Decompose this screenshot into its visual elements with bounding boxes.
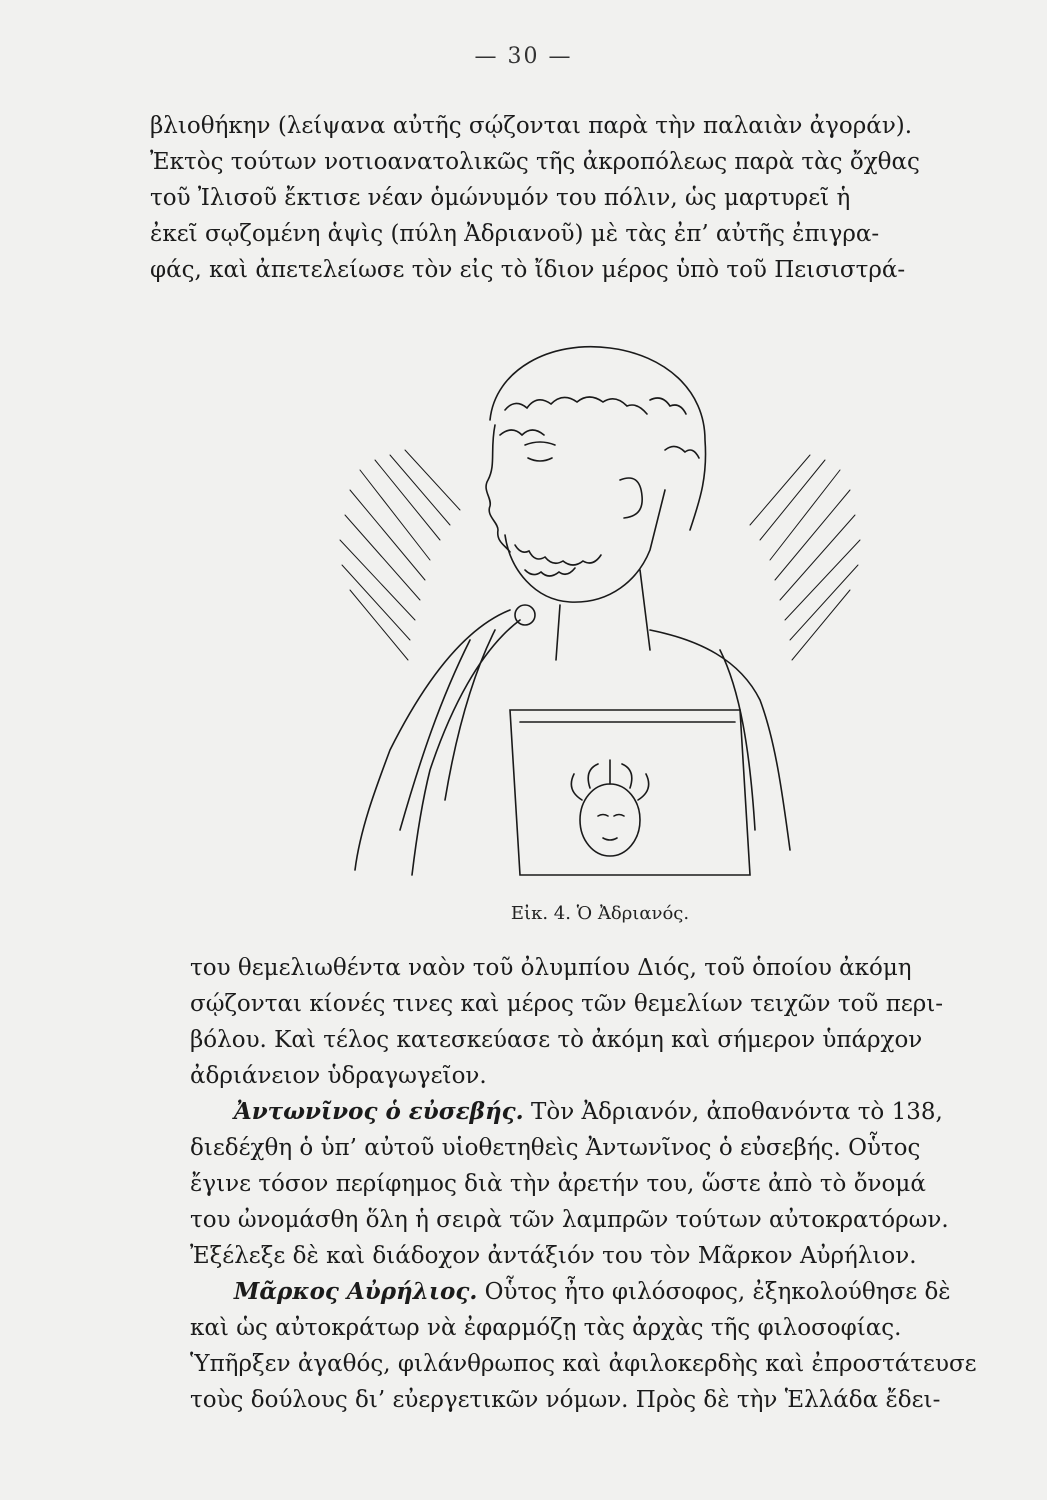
text-line: καὶ ὡς αὐτοκράτωρ νὰ ἐφαρμόζῃ τὰς ἀρχὰς τῆς φιλοσοφίας. (190, 1315, 902, 1341)
medusa-emblem (580, 784, 640, 856)
text-line: διεδέχθη ὁ ὑπ’ αὐτοῦ υἱοθετηθεὶς Ἀντωνῖνος ὁ εὐσεβής. Οὗτος (190, 1135, 921, 1161)
text-line: ἔγινε τόσον περίφημος διὰ τὴν ἀρετήν του, ὥστε ἀπὸ τὸ ὄνομά (190, 1171, 926, 1197)
hadrian-bust-illustration (320, 330, 880, 890)
text-line: του θεμελιωθέντα ναὸν τοῦ ὀλυμπίου Διός, τοῦ ὁποίου ἀκόμη (190, 955, 912, 981)
figure-caption: Εἰκ. 4. Ὁ Ἀδριανός. (510, 903, 690, 924)
text-line: του ὠνομάσθη ὅλη ἡ σειρὰ τῶν λαμπρῶν τούτων αὐτοκρατόρων. (190, 1207, 949, 1233)
top-paragraph (150, 108, 1030, 288)
text-line: σῴζονται κίονές τινες καὶ μέρος τῶν θεμελίων τειχῶν τοῦ περι- (190, 991, 944, 1017)
marcus-heading: Μᾶρκος Αὐρήλιος. (233, 1278, 478, 1305)
text-line: ἀδριάνειον ὑδραγωγεῖον. (190, 1063, 487, 1089)
text-line: Ἐκτὸς τούτων νοτιοανατολικῶς τῆς ἀκροπόλεως παρὰ τὰς ὄχθας (150, 149, 920, 175)
text-line (190, 1094, 1040, 1130)
text-line: βλιοθήκην (λείψανα αὐτῆς σῴζονται παρὰ τὴν παλαιὰν ἀγοράν). (150, 113, 913, 139)
shoulder-right (650, 630, 790, 850)
text-line (190, 1274, 1040, 1310)
text-line: Ἐξέλεξε δὲ καὶ διάδοχον ἀντάξιόν του τὸν Μᾶρκον Αὐρήλιον. (190, 1243, 917, 1269)
face-profile (486, 425, 510, 552)
text-fragment: Τὸν Ἀδριανόν, ἀποθανόντα τὸ 138, (523, 1099, 943, 1125)
bottom-paragraph (190, 950, 1040, 1418)
text-line: φάς, καὶ ἀπετελείωσε τὸν εἰς τὸ ἴδιον μέρος ὑπὸ τοῦ Πεισιστρά- (150, 257, 906, 283)
left-hatching (340, 450, 460, 660)
text-line: τοῦ Ἰλισοῦ ἔκτισε νέαν ὁμώνυμόν του πόλιν, ὡς μαρτυρεῖ ἡ (150, 185, 851, 211)
bust-engraving (320, 330, 880, 890)
antoninus-heading: Ἀντωνῖνος ὁ εὐσεβής. (233, 1098, 524, 1125)
page-number: — 30 — (474, 44, 573, 69)
right-hatching (750, 455, 860, 660)
text-line: βόλου. Καὶ τέλος κατεσκεύασε τὸ ἀκόμη καὶ σήμερον ὑπάρχον (190, 1027, 923, 1053)
text-line: τοὺς δούλους δι’ εὐεργετικῶν νόμων. Πρὸς δὲ τὴν Ἑλλάδα ἔδει- (190, 1387, 941, 1413)
hair-outline (490, 347, 706, 530)
text-line: ἐκεῖ σῳζομένη ἁψὶς (πύλη Ἀδριανοῦ) μὲ τὰς ἐπ’ αὐτῆς ἐπιγρα- (150, 221, 880, 247)
fibula (515, 605, 535, 625)
text-line: Ὑπῆρξεν ἀγαθός, φιλάνθρωπος καὶ ἀφιλοκερδὴς καὶ ἐπροστάτευσε (190, 1351, 977, 1377)
text-fragment: Οὗτος ἦτο φιλόσοφος, ἐξηκολούθησε δὲ (477, 1279, 951, 1305)
